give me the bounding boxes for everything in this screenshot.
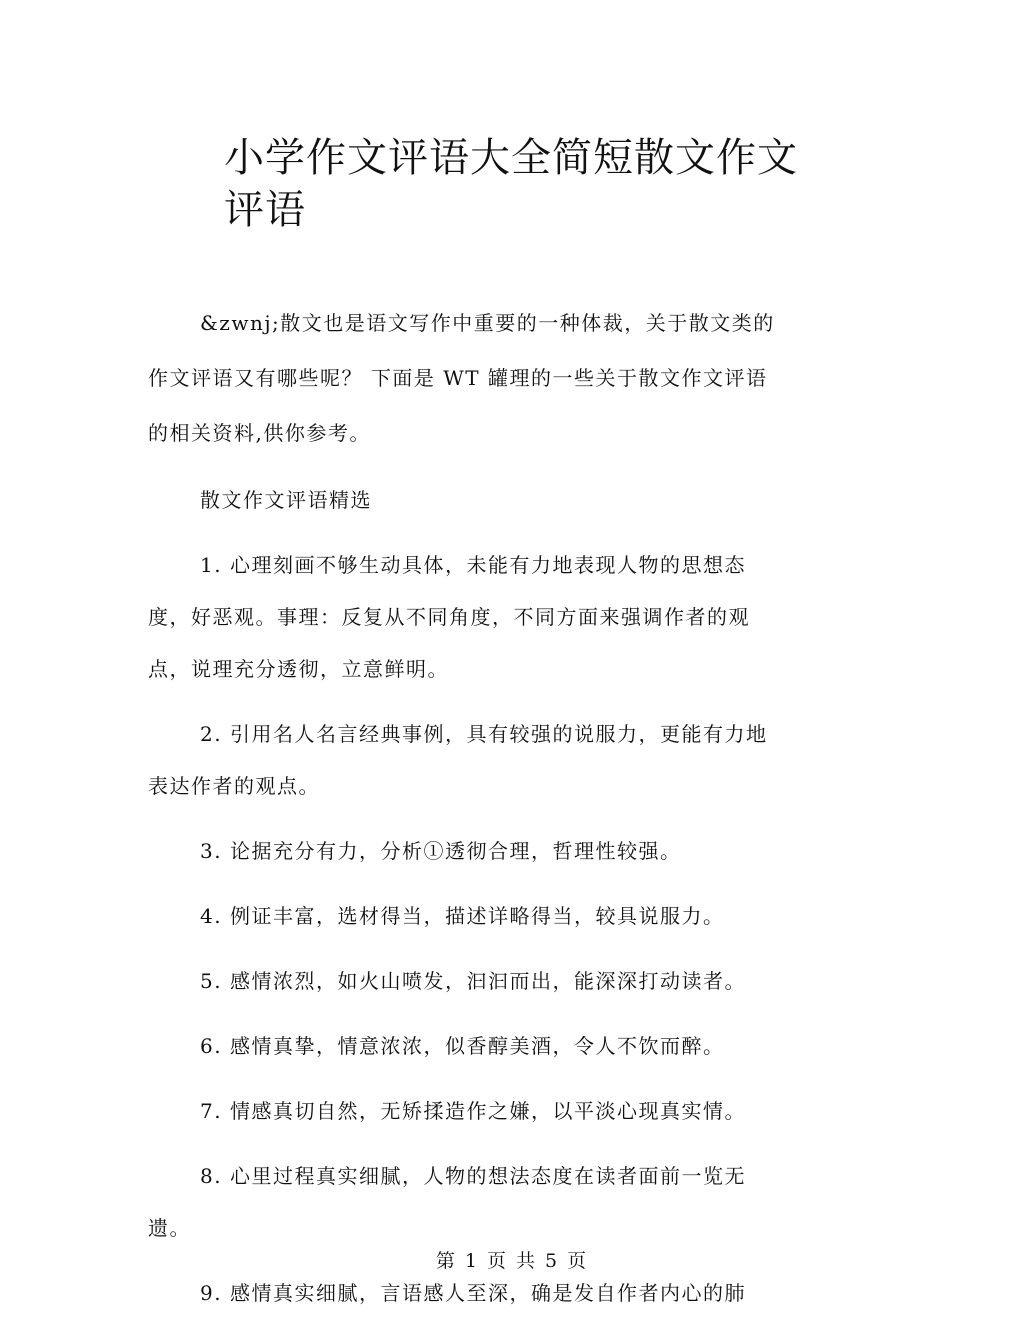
list-item: 5. 感情浓烈，如火山喷发，汩汩而出，能深深打动读者。 xyxy=(200,969,746,993)
page-number-label: 第 1 页 共 5 页 xyxy=(435,1250,589,1272)
list-item: 8. 心里过程真实细腻，人物的想法态度在读者面前一览无遗。 xyxy=(148,1164,746,1240)
list-item: 1. 心理刻画不够生动具体，未能有力地表现人物的思想态度，好恶观。事理：反复从不同角度，不同方面来强调作者的观点，说理充分透彻，立意鲜明。 xyxy=(148,553,750,681)
list-item: 9. 感情真实细腻，言语感人至深，确是发自作者内心的肺 xyxy=(200,1281,746,1305)
page-footer xyxy=(0,1246,1024,1273)
list-item: 4. 例证丰富，选材得当，描述详略得当，较具说服力。 xyxy=(200,904,725,928)
section-heading: 散文作文评语精选 xyxy=(200,488,372,512)
document-title: 小学作文评语大全简短散文作文评语 xyxy=(224,135,798,233)
intro-paragraph: &zwnj;散文也是语文写作中重要的一种体裁，关于散文类的作文评语又有哪些呢？ 下面是 WT 罐理的一些关于散文作文评语的相关资料,供你参考。 xyxy=(148,311,775,445)
list-item: 2. 引用名人名言经典事例，具有较强的说服力，更能有力地表达作者的观点。 xyxy=(148,722,768,798)
list-item: 3. 论据充分有力，分析①透彻合理，哲理性较强。 xyxy=(200,839,682,863)
list-item: 7. 情感真切自然，无矫揉造作之嫌，以平淡心现真实情。 xyxy=(200,1099,746,1123)
document-body xyxy=(148,296,778,1332)
list-item: 6. 感情真挚，情意浓浓，似香醇美酒，令人不饮而醉。 xyxy=(200,1034,725,1058)
